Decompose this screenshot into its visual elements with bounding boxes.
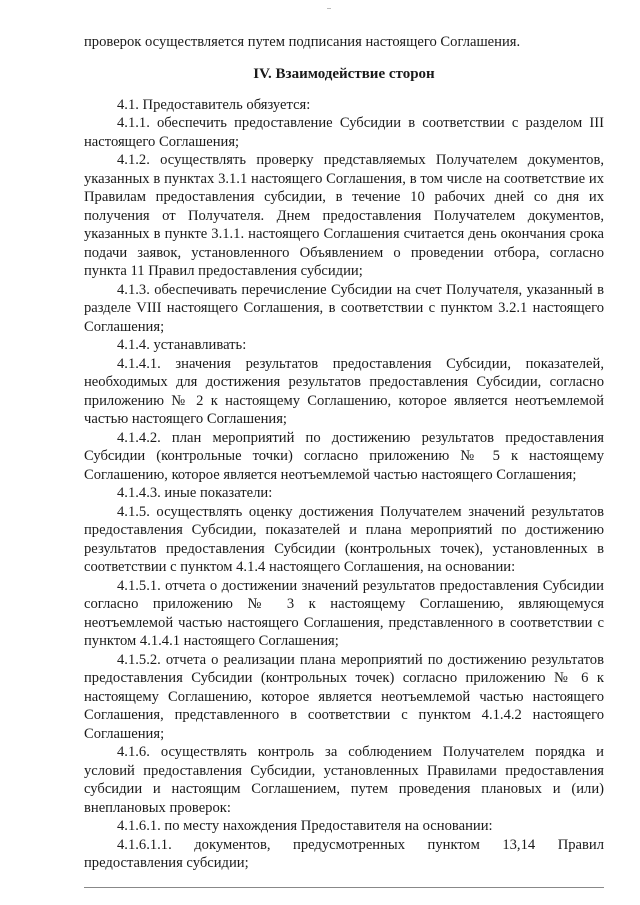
paragraph-4-1-4-1: 4.1.4.1. значения результатов предоставления Субсидии, показателей, необходимых для достижения результатов предоставления Субсидии, согласно приложению № 2 к настоящему Соглашению, которое является неотъемлемой частью настоящего Соглашения; <box>84 355 604 427</box>
paragraph-4-1-2: 4.1.2. осуществлять проверку представляемых Получателем документов, указанных в пунктах 3.1.1 настоящего Соглашения, в том числе на соответствие их Правилам предоставления субсидии, в течение 10 рабочих дней со дня их получения от Получателя. Днем предоставления Получателем документов, указанных в пункте 3.1.1. настоящего Соглашения считается день окончания срока подачи заявок, установленного Объявлением о проведении отбора, согласно пункта 11 Правил предоставления субсидии; <box>84 152 604 279</box>
paragraph-4-1-4-3: 4.1.4.3. иные показатели: <box>117 485 273 501</box>
scan-mark <box>327 8 331 9</box>
paragraph-4-1-5-2: 4.1.5.2. отчета о реализации плана мероприятий по достижению результатов предоставления Субсидии (контрольных точек) согласно приложению № 6 к настоящему Соглашению, которое является неотъемлемой частью настоящего Соглашения, представленного в соответствии с пунктом 4.1.4.2 настоящего Соглашения; <box>84 651 604 742</box>
section-title: IV. Взаимодействие сторон <box>253 65 435 82</box>
paragraph-4-1-4: 4.1.4. устанавливать: <box>117 337 247 353</box>
paragraph-4-1-3: 4.1.3. обеспечивать перечисление Субсидии на счет Получателя, указанный в разделе VIII настоящего Соглашения, в соответствии с пунктом 3.2.1 настоящего Соглашения; <box>84 281 604 335</box>
paragraph-4-1-1: 4.1.1. обеспечить предоставление Субсидии в соответствии с разделом III настоящего Соглашения; <box>84 115 604 150</box>
paragraph-4-1: 4.1. Предоставитель обязуется: <box>117 96 311 113</box>
footer-rule <box>84 887 604 888</box>
document-page <box>84 33 604 873</box>
paragraph-4-1-5: 4.1.5. осуществлять оценку достижения Получателем значений результатов предоставления Субсидии, показателей и плана мероприятий по достижению результатов предоставления Субсидии (контрольных точек), установленных в соответствии с пунктом 4.1.4 настоящего Соглашения, на основании: <box>84 503 604 575</box>
paragraph-4-1-6-1: 4.1.6.1. по месту нахождения Предоставителя на основании: <box>117 818 493 834</box>
paragraph-4-1-6: 4.1.6. осуществлять контроль за соблюдением Получателем порядка и условий предоставления Субсидии, установленных Правилами предоставления субсидии и настоящим Соглашением, путем проведения плановых и (или) внеплановых проверок: <box>84 744 604 816</box>
paragraph-4-1-4-2: 4.1.4.2. план мероприятий по достижению результатов предоставления Субсидии (контрольные точки) согласно приложению № 5 к настоящему Соглашению, которое является неотъемлемой частью настоящего Соглашения; <box>84 429 604 483</box>
paragraph-4-1-5-1: 4.1.5.1. отчета о достижении значений результатов предоставления Субсидии согласно приложению № 3 к настоящему Соглашению, являющемуся неотъемлемой частью настоящего Соглашения, представленного в соответствии с пунктом 4.1.4.1 настоящего Соглашения; <box>84 577 604 649</box>
lead-line: проверок осуществляется путем подписания настоящего Соглашения. <box>84 34 521 50</box>
paragraph-4-1-6-1-1: 4.1.6.1.1. документов, предусмотренных пунктом 13,14 Правил предоставления субсидии; <box>84 836 604 871</box>
